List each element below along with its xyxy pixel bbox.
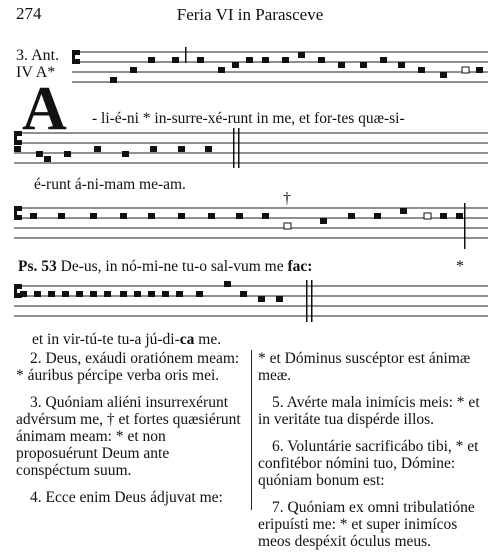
verse-2: 2. Deus, exáudi oratiónem meam: * áuribus pércipe verba oris mei. — [16, 350, 240, 384]
staff-4 — [14, 286, 488, 316]
psalm-intonation-text: De-us, in nó-mi-ne tu-o sal-vum me — [60, 258, 288, 275]
staff-2 — [14, 133, 488, 163]
verse-7: 7. Quóniam ex omni tribulatióne eripuísti me: * et super inimícos meos despéxit óculus meus. — [258, 499, 475, 550]
dagger-mark: † — [283, 190, 291, 207]
page-number: 274 — [16, 4, 42, 23]
verse-4-cont: * et Dóminus suscéptor est ánimæ meæ. — [258, 350, 471, 384]
antiphon-initial: A — [22, 75, 67, 143]
antiphon-line-2: é-runt á-ni-mam me-am. — [34, 176, 186, 193]
verse-6: 6. Voluntárie sacrificábo tibi, * et confitébor nómini tuo, Dómine: quóniam bonum est: — [258, 438, 479, 489]
psalm-intonation-accent: fac: — [287, 258, 313, 275]
verse-3: 3. Quóniam aliéni insurrexérunt advérsum me, † et fortes quæsiérunt ánimam meam: * et non proposuérunt Deum ante conspéctum suum. — [16, 394, 241, 479]
page-title: Feria VI in Parasceve — [176, 5, 324, 24]
verses-left-column — [16, 350, 246, 516]
verses-right-column — [258, 350, 490, 560]
antiphon-line-1: - li-é-ni * in-surre-xé-runt in me, et for-tes quæ-si- — [92, 110, 405, 127]
psalm-asterisk: * — [456, 258, 464, 275]
psalm-line-4-text: et in vir-tú-te tu-a jú-di- — [32, 331, 180, 348]
clef — [72, 50, 75, 64]
psalm-line-4-accent: ca — [179, 331, 195, 348]
verse-4: 4. Ecce enim Deus ádjuvat me: — [30, 489, 223, 506]
psalm-line-4 — [32, 331, 221, 349]
clef — [14, 206, 17, 220]
psalm-intonation — [18, 258, 312, 276]
clef — [14, 284, 17, 298]
antiphon-number: 3. Ant. — [16, 47, 60, 64]
column-divider — [251, 350, 252, 510]
verse-5: 5. Avérte mala inimícis meis: * et in veritáte tua dispérde illos. — [258, 394, 480, 428]
psalm-label: Ps. 53 — [18, 258, 57, 275]
clef — [14, 131, 17, 145]
antiphon-mode: IV A* — [16, 64, 56, 81]
staff-3 — [14, 208, 488, 238]
psalm-line-4-end: me. — [194, 331, 222, 348]
